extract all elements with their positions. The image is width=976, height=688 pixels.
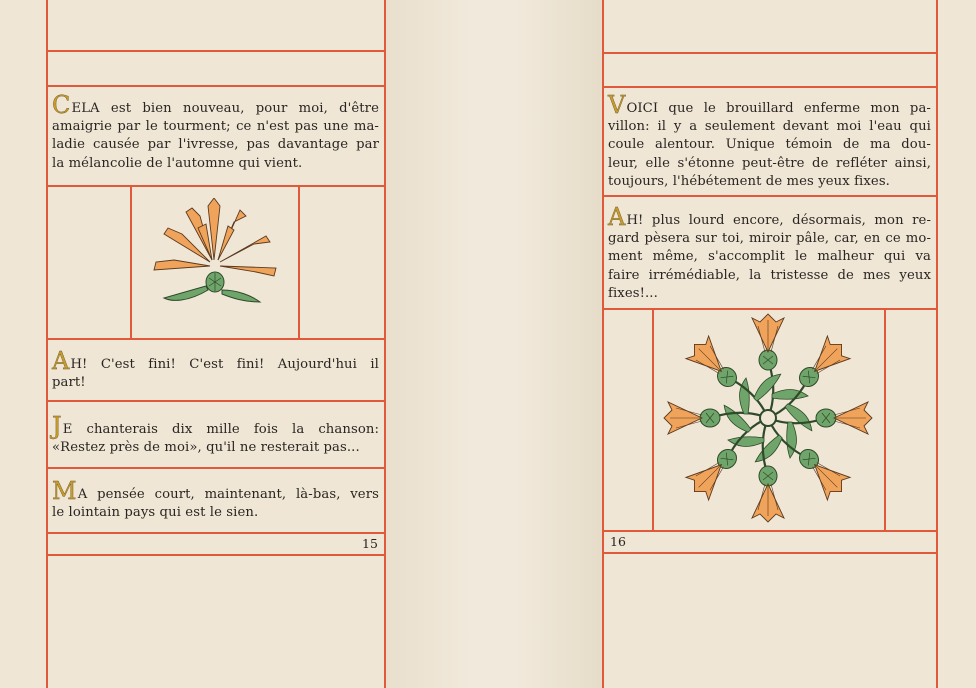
carnation-bouquet-ornament	[148, 198, 282, 310]
right-page-margin-rule-left	[602, 0, 604, 688]
page-number: 16	[610, 534, 626, 549]
rule	[46, 85, 386, 87]
rule	[46, 532, 386, 534]
ornament-frame-rule	[130, 185, 132, 338]
rule	[46, 185, 386, 187]
rule	[602, 530, 938, 532]
paragraph: JE chanterais dix mille fois la chanson: «Restez près de moi», qu'il ne resterait pas...	[52, 412, 379, 456]
rule	[46, 400, 386, 402]
rule	[46, 467, 386, 469]
left-page-margin-rule-right	[384, 0, 386, 688]
drop-cap: C	[52, 91, 71, 119]
rule	[46, 338, 386, 340]
paragraph: VOICI que le brouillard enferme mon pa- villon: il y a seulement devant moi l'eau qui coule alentour. Unique témoin de ma dou- leur, elle s'étonne peut-être de refléter ainsi, toujours, l'hébétement de mes yeux fixes.	[608, 91, 931, 189]
paragraph: MA pensée court, maintenant, là-bas, vers le lointain pays qui est le sien.	[52, 477, 379, 521]
page-number: 15	[362, 536, 378, 551]
rule	[602, 52, 938, 54]
rule	[46, 50, 386, 52]
book-gutter	[386, 0, 602, 688]
ornament-frame-rule	[298, 185, 300, 338]
paragraph: AH! plus lourd encore, désormais, mon re- gard pèsera sur toi, miroir pâle, car, en ce mo- ment même, s'accomplit le malheur qui va faire irrémédiable, la tristesse de mes yeux fixes!...	[608, 203, 931, 301]
paragraph: CELA est bien nouveau, pour moi, d'être amaigrie par le tourment; ce n'est pas une ma- ladie causée par l'ivresse, pas davantage par la mélancolie de l'automne qui vient.	[52, 91, 379, 171]
rule	[602, 86, 938, 88]
paragraph: AH! C'est fini! C'est fini! Aujourd'hui il part!	[52, 347, 379, 391]
drop-cap: V	[608, 91, 626, 119]
rule	[602, 195, 938, 197]
left-page-margin-rule-left	[46, 0, 48, 688]
drop-cap: J	[52, 412, 62, 440]
ornament-frame-rule	[884, 308, 886, 530]
drop-cap: A	[52, 347, 70, 375]
rule	[46, 554, 386, 556]
ornament-frame-rule	[652, 308, 654, 530]
right-page-margin-rule-right	[936, 0, 938, 688]
drop-cap: A	[608, 203, 626, 231]
rule	[602, 552, 938, 554]
carnation-wheel-ornament	[662, 312, 874, 524]
drop-cap: M	[52, 477, 77, 505]
